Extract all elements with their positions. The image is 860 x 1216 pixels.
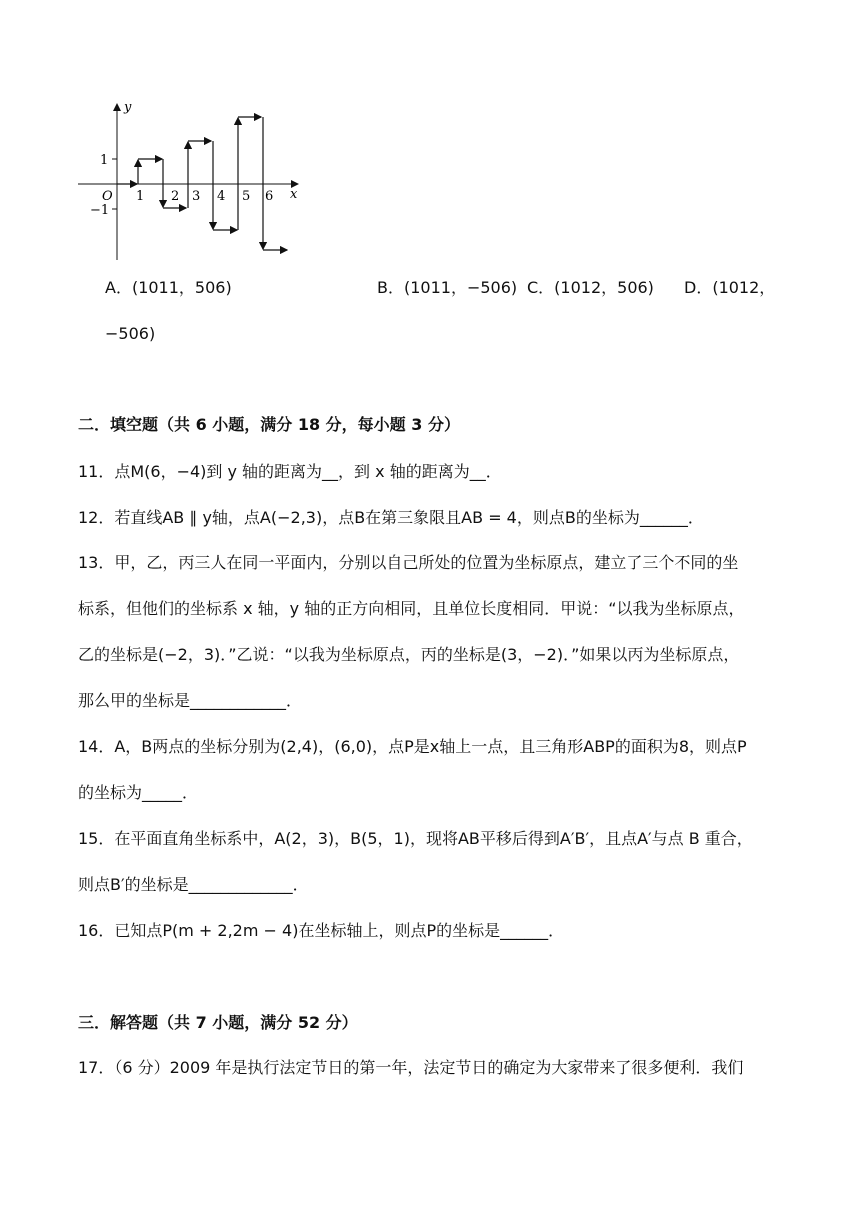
question-15-line-1: 15．在平面直角坐标系中，A(2，3)，B(5，1)，现将AB平移后得到A′B′，且点A′与点 B 重合， [78,829,753,848]
x-axis-label: x [290,187,298,202]
question-13-line-2: 标系，但他们的坐标系 x 轴，y 轴的正方向相同，且单位长度相同．甲说：“以我为坐标原点， [78,599,745,618]
option-d: D．(1012， [684,278,776,297]
option-d-continued: −506) [105,324,156,343]
question-17: 17．（6 分）2009 年是执行法定节日的第一年，法定节日的确定为大家带来了很多便利．我们 [78,1058,744,1077]
question-14-line-1: 14．A，B两点的坐标分别为(2,4)，(6,0)，点P是x轴上一点，且三角形ABP的面积为8，则点P [78,737,747,756]
option-a: A．(1011，506) [105,278,232,297]
option-c: C．(1012，506) [527,278,654,297]
y-axis-label: y [124,100,132,115]
x-tick-6: 6 [265,189,274,204]
question-13-line-1: 13．甲，乙，丙三人在同一平面内，分别以自己所处的位置为坐标原点，建立了三个不同的坐 [78,553,739,572]
x-tick-3: 3 [192,189,201,204]
coordinate-figure [70,98,300,268]
y-tick-1: 1 [100,153,109,168]
x-tick-2: 2 [171,189,180,204]
x-tick-1: 1 [136,189,145,204]
origin-label: O [102,189,113,204]
option-b: B．(1011，−506) [377,278,518,297]
y-tick-minus1: −1 [90,203,110,218]
x-tick-5: 5 [242,189,251,204]
question-15-line-2: 则点B′的坐标是_____________． [78,875,309,894]
question-11: 11．点M(6，−4)到 y 轴的距离为__，到 x 轴的距离为__． [78,462,502,481]
question-12: 12．若直线AB ∥ y轴，点A(−2,3)，点B在第三象限且AB = 4，则点B的坐标为______． [78,508,704,527]
section-2-title: 二．填空题（共 6 小题，满分 18 分，每小题 3 分） [78,415,460,434]
question-16: 16．已知点P(m + 2,2m − 4)在坐标轴上，则点P的坐标是______． [78,921,565,940]
question-13-line-3: 乙的坐标是(−2，3)．”乙说：“以我为坐标原点，丙的坐标是(3，−2)．”如果以丙为坐标原点， [78,645,740,664]
x-tick-4: 4 [217,189,226,204]
question-13-line-4: 那么甲的坐标是____________． [78,691,303,710]
section-3-title: 三．解答题（共 7 小题，满分 52 分） [78,1013,358,1032]
question-14-line-2: 的坐标为_____． [78,783,199,802]
